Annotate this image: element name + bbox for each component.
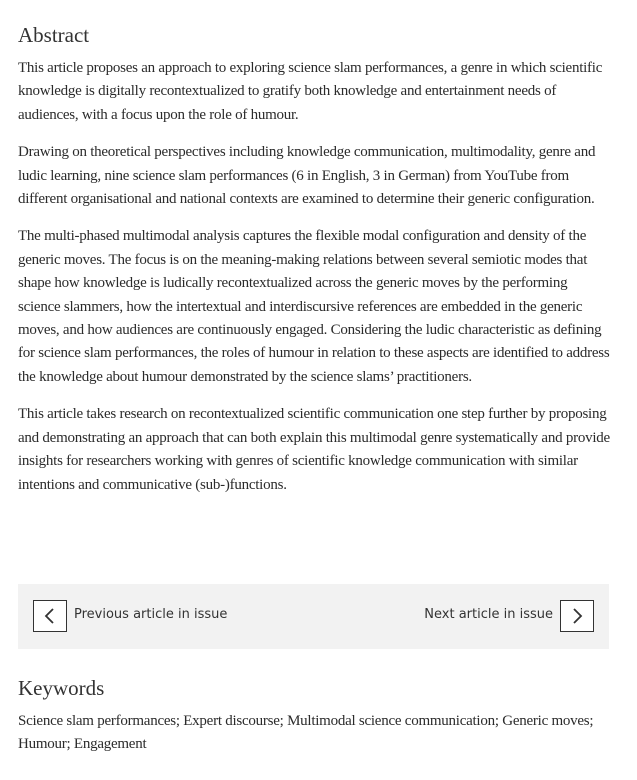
abstract-heading: Abstract (18, 23, 90, 47)
keywords-heading: Keywords (18, 676, 105, 700)
abstract-paragraph: This article proposes an approach to exploring science slam performances, a genre in which scientific knowledge is digitally recontextualized to gratify both knowledge and entertainment needs of audiences, with a focus upon the role of humour. (18, 60, 603, 123)
next-article-button[interactable] (560, 600, 594, 632)
chevron-right-icon (571, 608, 583, 624)
abstract-body (18, 57, 613, 511)
abstract-paragraph: This article takes research on recontextualized scientific communication one step further by proposing and demonstrating an approach that can both explain this multimodal genre systematically and provide insights for researchers working with genres of scientific knowledge communication with similar intentions and communicative (sub-)functions. (18, 406, 610, 493)
chevron-left-icon (44, 608, 56, 624)
previous-article-button[interactable] (33, 600, 67, 632)
abstract-paragraph: The multi-phased multimodal analysis captures the flexible modal configuration and density of the generic moves. The focus is on the meaning-making relations between several semiotic modes that shape how knowledge is ludically recontextualized across the generic moves by the performing science slammers, how the intertextual and interdiscursive references are embedded in the generic moves, and how audiences are continuously engaged. Considering the ludic characteristic as defining for science slam performances, the roles of humour in relation to these aspects are identified to address the knowledge about humour demonstrated by the science slams’ practitioners. (18, 228, 610, 385)
abstract-paragraph: Drawing on theoretical perspectives including knowledge communication, multimodality, genre and ludic learning, nine science slam performances (6 in English, 3 in German) from YouTube from different organisational and national contexts are examined to determine their generic configuration. (18, 144, 596, 208)
keywords-list: Science slam performances; Expert discourse; Multimodal science communication; Generic moves; Humour; Engagement (18, 713, 594, 753)
previous-article-link[interactable]: Previous article in issue (74, 607, 228, 622)
article-navigation (18, 584, 609, 649)
next-article-link[interactable]: Next article in issue (424, 607, 553, 622)
